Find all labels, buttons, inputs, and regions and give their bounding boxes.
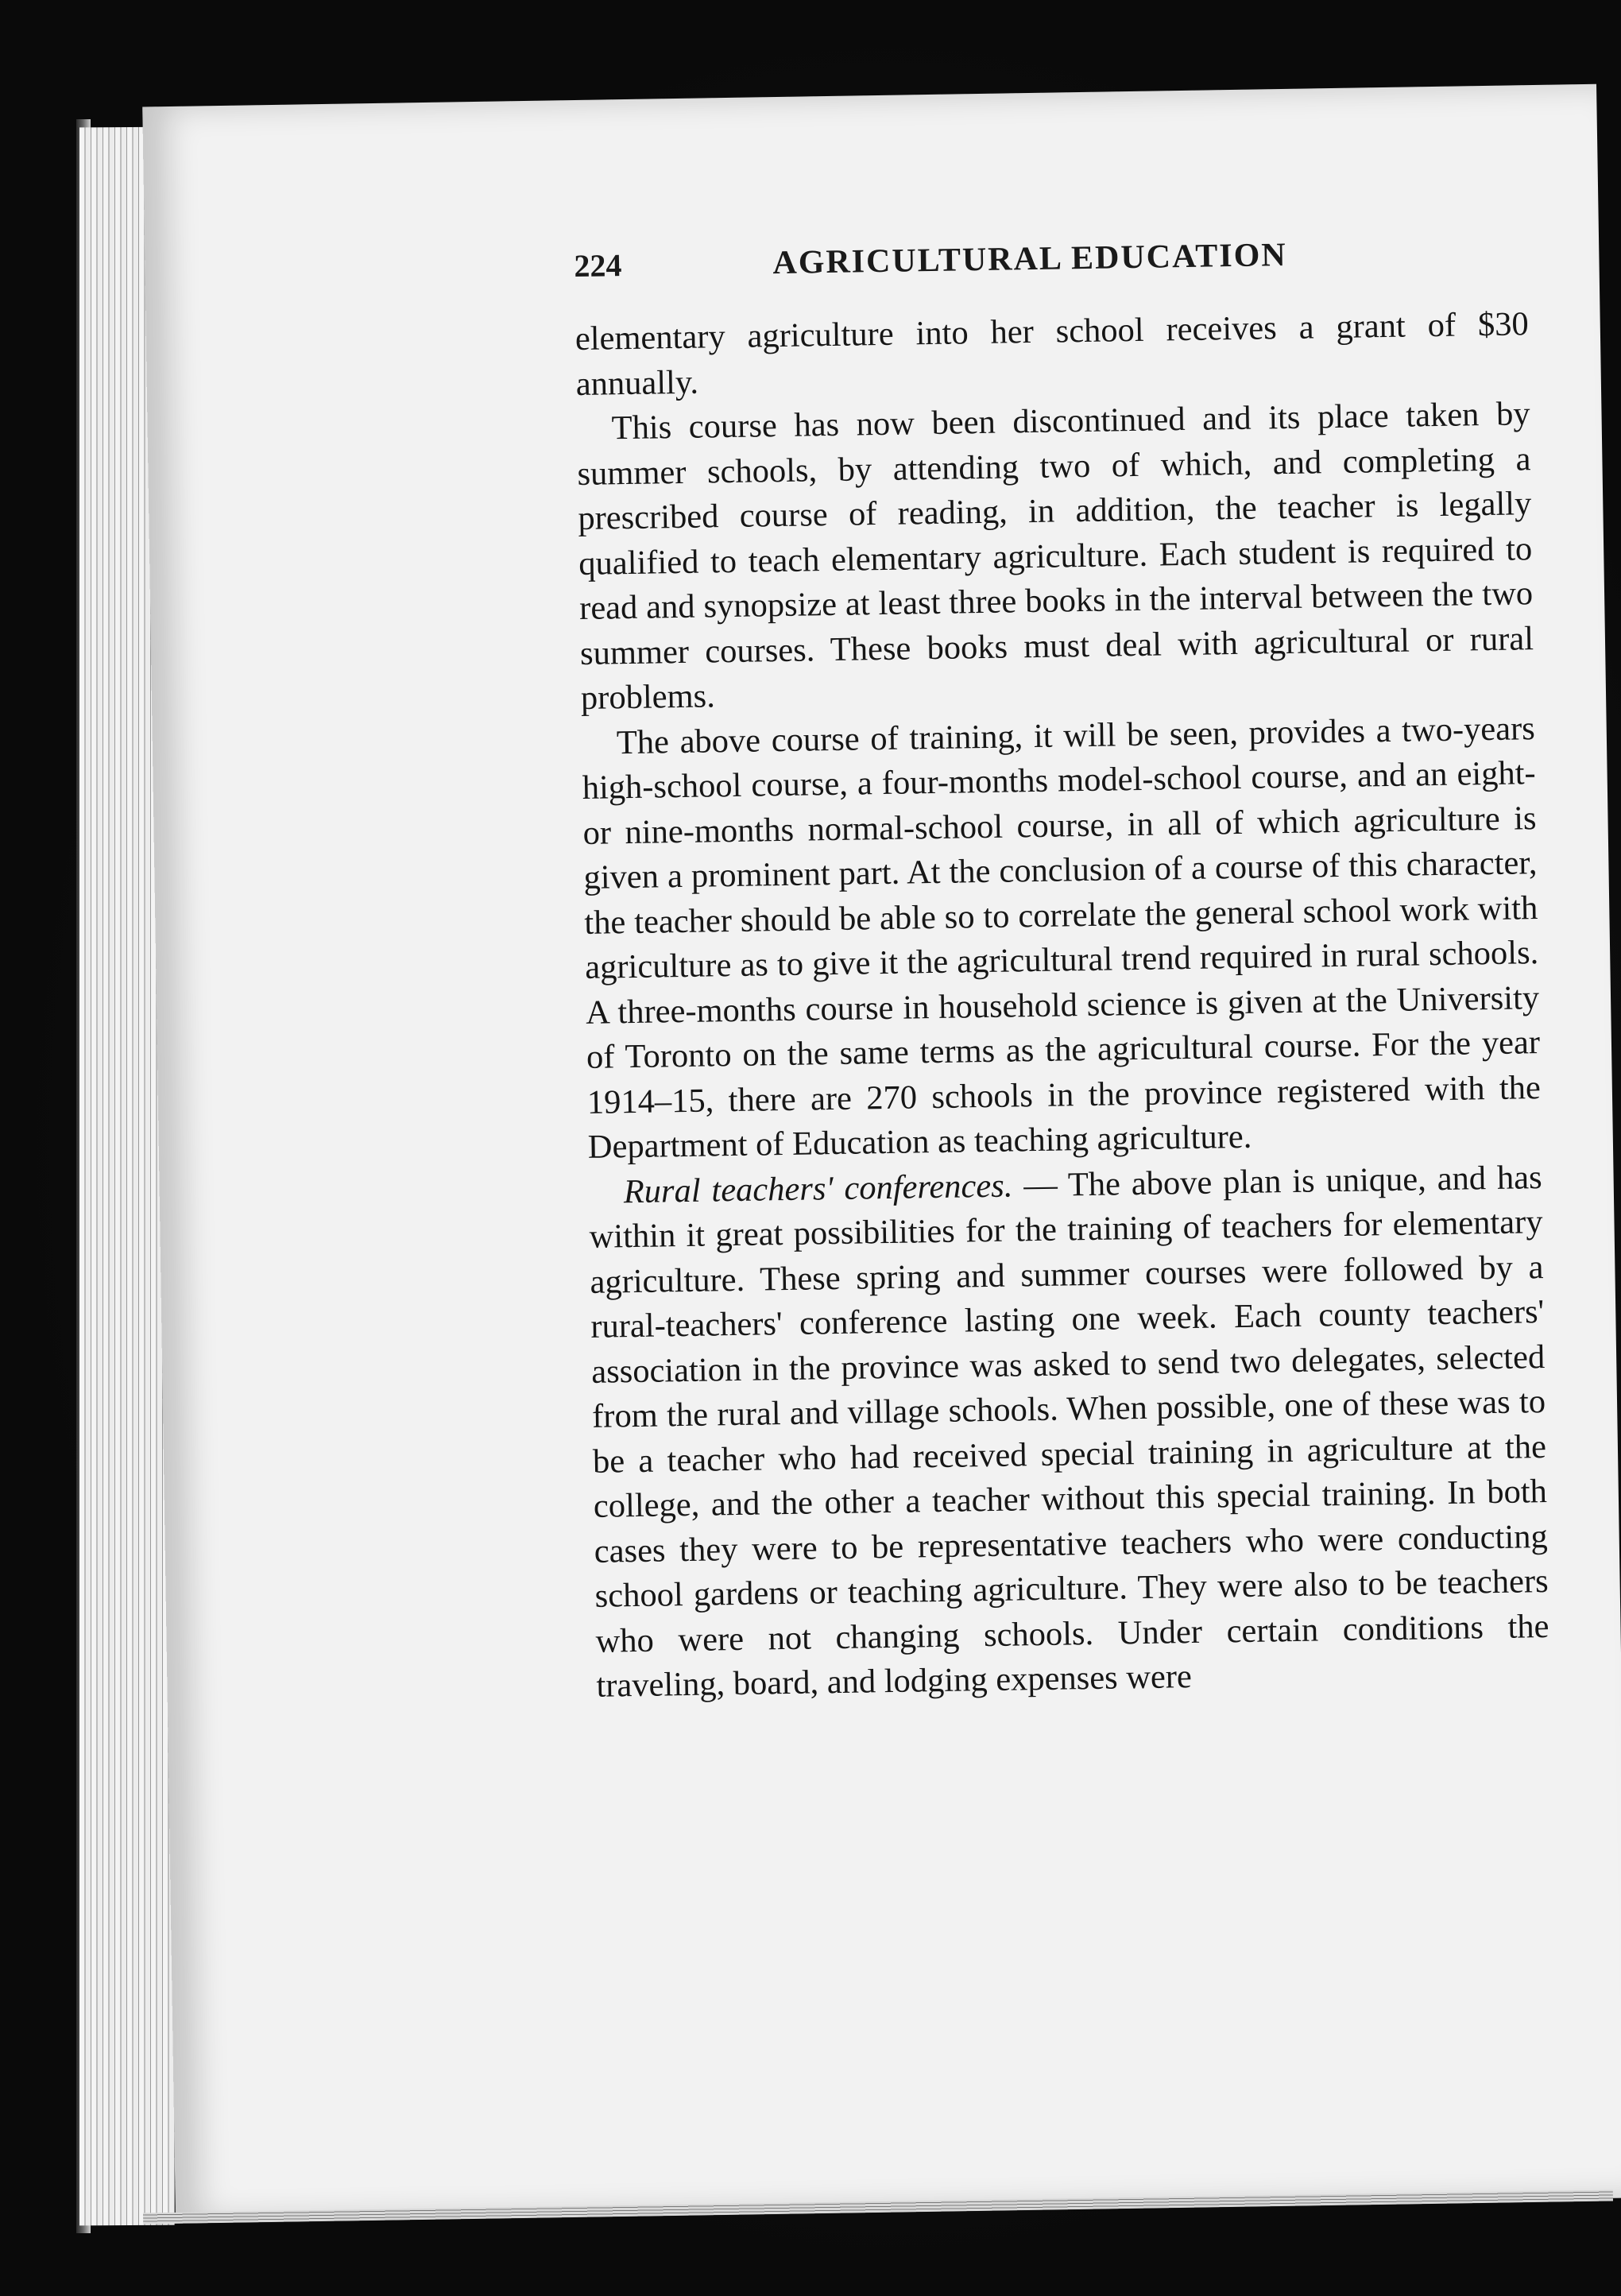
paragraph-text: elementary agriculture into her school receives a grant of $30 annually.: [575, 305, 1530, 403]
paragraph: [576, 392, 1534, 721]
paragraph-text: The above course of training, it will be seen, provides a two-years high-school course, a four-months model-school course, and an eight- or nine-months normal-school course, in all of which agriculture is given a prominent part. At the conclusion of a course of this character, the teacher should be able so to correlate the general school work with agriculture as to give it the agricultural trend required in rural schools. A three-months course in household science is given at the University of Toronto on the same terms as the agricultural course. For the year 1914–15, there are 270 schools in the province registered with the Department of Education as teaching agriculture.: [582, 709, 1542, 1166]
body-text: [575, 302, 1549, 1709]
page-number: 224: [574, 247, 622, 285]
book-page: [142, 84, 1621, 2220]
paragraph-continuation: [575, 302, 1530, 407]
paragraph: [581, 707, 1542, 1171]
paragraph-text: — The above plan is unique, and has within it great possibilities for the training of teachers for elementary agriculture. These spring and summer courses were followed by a rural-teachers' conference lasting one week. Each county teachers' association in the province was asked to send two delegates, selected from the rural and village schools. When possible, one of these was to be a teacher who had received special training in agriculture at the college, and the other a teacher without this special training. In both cases they were to be representative teachers who were conducting school gardens or teaching agriculture. They were also to be teachers who were not changing schools. Under certain conditions the traveling, board, and lodging expenses were: [589, 1158, 1549, 1705]
section-run-in-heading: Rural teachers' conferences.: [623, 1167, 1013, 1210]
paragraph: [588, 1156, 1550, 1709]
running-title: AGRICULTURAL EDUCATION: [772, 236, 1287, 282]
paragraph-text: This course has now been discontinued and its place taken by summer schools, by attending two of which, and completing a prescribed course of reading, in addition, the teacher is legally qualified to teach elementary agriculture. Each student is required to read and synopsize at least three books in the interval between the two summer courses. These books must deal with agricultural or rural problems.: [577, 395, 1534, 717]
running-head: [574, 232, 1528, 303]
page-content: [574, 232, 1550, 1709]
